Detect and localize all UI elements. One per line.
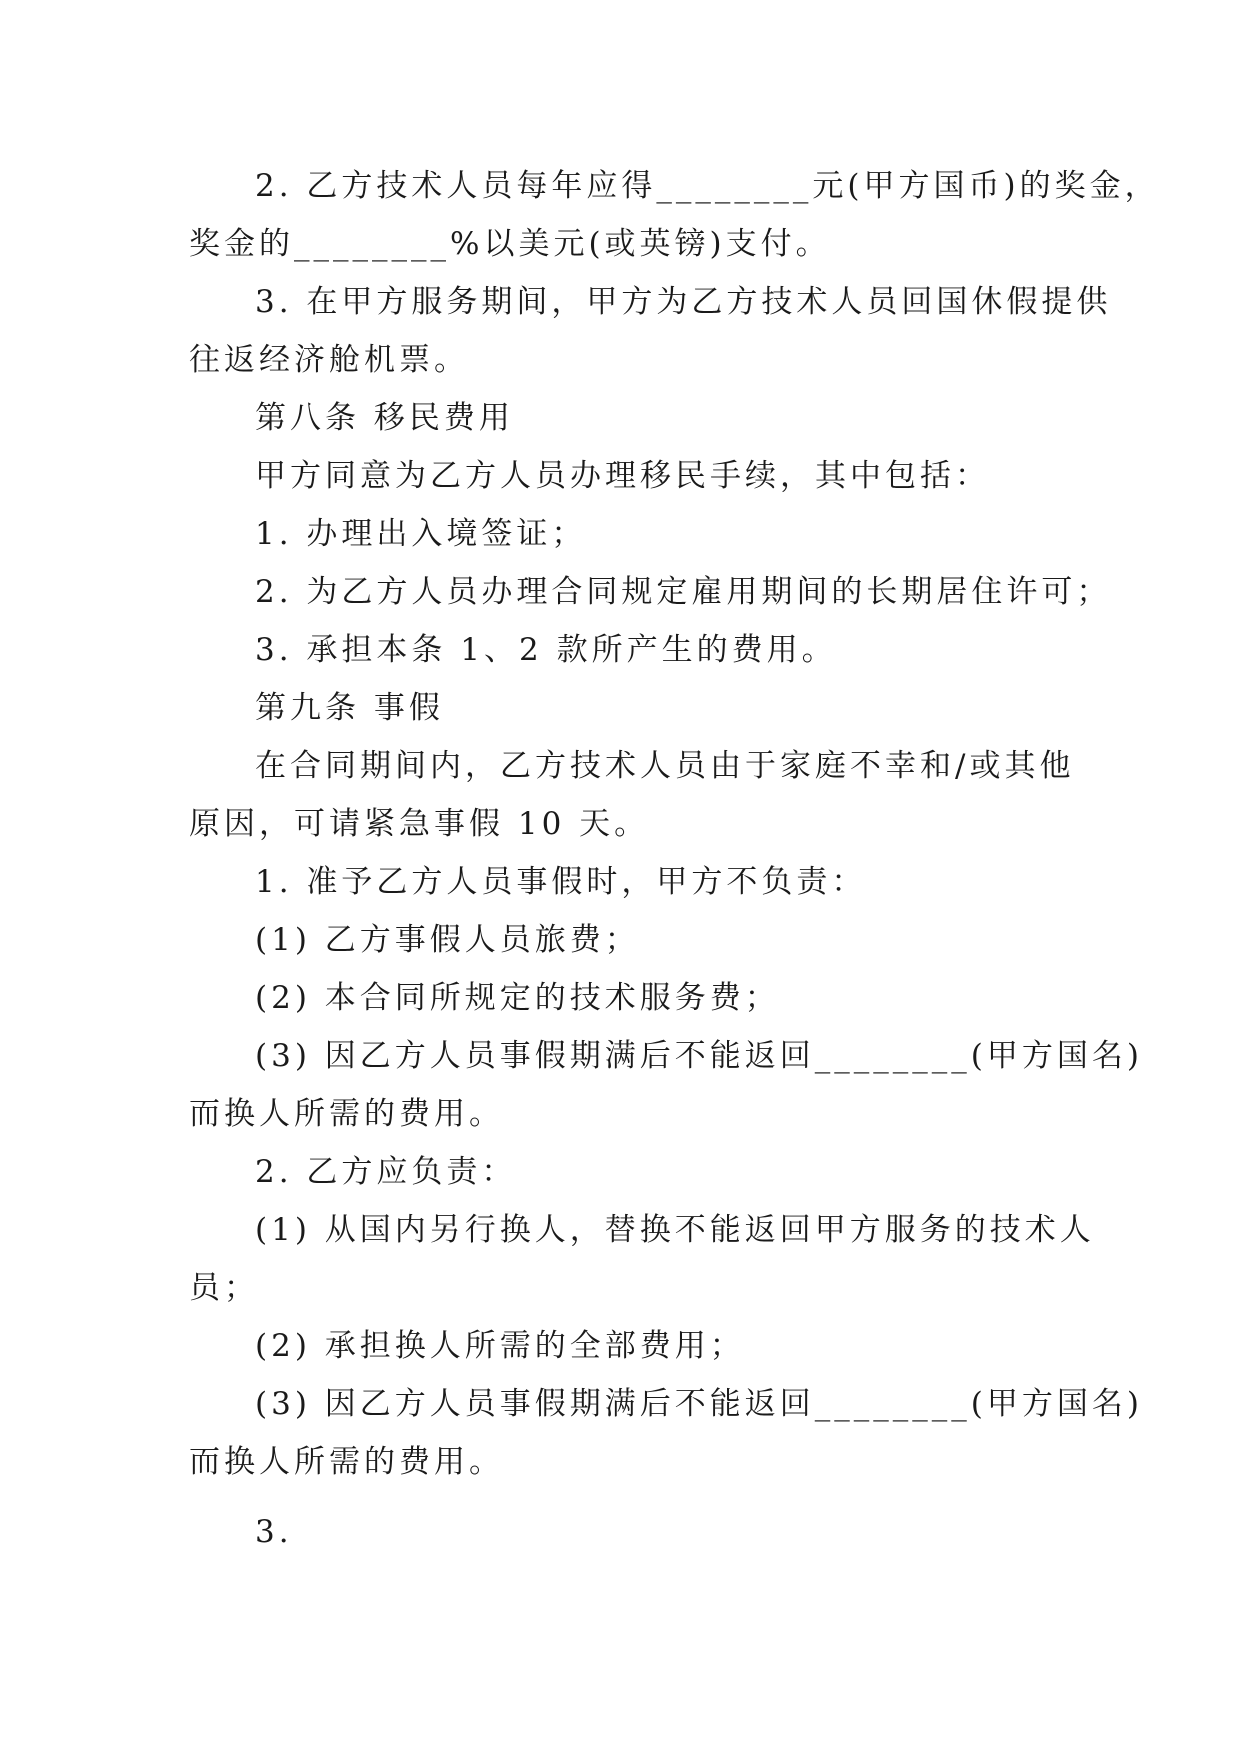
clause-9-heading: 第九条 事假 [255, 690, 444, 726]
clause-9-item-1: 1. 准予乙方人员事假时，甲方不负责： [255, 864, 867, 900]
clause-9-intro-line-2: 原因，可请紧急事假 10 天。 [189, 806, 650, 842]
clause-9-item-1-sub-1: (1) 乙方事假人员旅费； [255, 922, 640, 958]
clause-9-item-1-sub-2: (2) 本合同所规定的技术服务费； [255, 980, 780, 1016]
clause-8-item-3: 3. 承担本条 1、2 款所产生的费用。 [255, 632, 837, 668]
clause-9-item-2-sub-1-line-2: 员； [189, 1270, 259, 1306]
clause-9-item-2: 2. 乙方应负责： [255, 1154, 517, 1190]
clause-9-item-2-sub-1-line-1: (1) 从国内另行换人，替换不能返回甲方服务的技术人 [255, 1212, 1095, 1248]
clause-9-item-1-sub-3-line-2: 而换人所需的费用。 [189, 1096, 504, 1132]
clause-9-item-3: 3. [255, 1514, 293, 1550]
spacer [189, 1491, 1079, 1503]
clause-7-item-2-line-1: 2. 乙方技术人员每年应得________元(甲方国币)的奖金， [255, 168, 1160, 204]
clause-9-item-1-sub-3-line-1: (3) 因乙方人员事假期满后不能返回________(甲方国名) [255, 1038, 1143, 1074]
clause-9-intro-line-1: 在合同期间内，乙方技术人员由于家庭不幸和/或其他 [255, 748, 1075, 784]
clause-8-heading: 第八条 移民费用 [255, 400, 514, 436]
clause-8-item-1: 1. 办理出入境签证； [255, 516, 587, 552]
clause-8-intro: 甲方同意为乙方人员办理移民手续，其中包括： [255, 458, 990, 494]
clause-8-item-2: 2. 为乙方人员办理合同规定雇用期间的长期居住许可； [255, 574, 1112, 610]
clause-9-item-2-sub-2: (2) 承担换人所需的全部费用； [255, 1328, 745, 1364]
clause-9-item-2-sub-3-line-2: 而换人所需的费用。 [189, 1444, 504, 1480]
document-body [189, 157, 1160, 1561]
clause-7-item-2-line-2: 奖金的________%以美元(或英镑)支付。 [189, 226, 831, 262]
clause-7-item-3-line-2: 往返经济舱机票。 [189, 342, 469, 378]
clause-7-item-3-line-1: 3. 在甲方服务期间，甲方为乙方技术人员回国休假提供 [255, 284, 1112, 320]
clause-9-item-2-sub-3-line-1: (3) 因乙方人员事假期满后不能返回________(甲方国名) [255, 1386, 1143, 1422]
